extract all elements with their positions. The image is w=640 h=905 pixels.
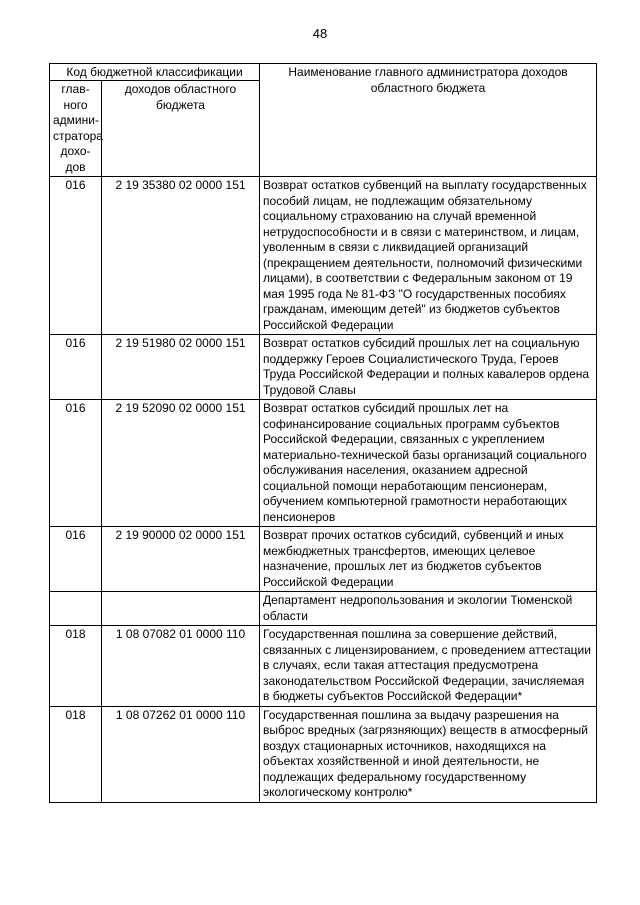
income-code-cell: 2 19 35380 02 0000 151: [102, 177, 260, 335]
admin-code-cell: 018: [50, 706, 102, 802]
admin-code-cell: 016: [50, 527, 102, 592]
section-title: Департамент недропользования и экологии Тюменской области: [260, 592, 597, 626]
header-budget-classification-code: Код бюджетной классификации: [50, 64, 260, 81]
name-cell: Возврат остатков субсидий прошлых лет на социальную поддержку Героев Социалистического Труда, Героев Труда Российской Федерации и полных кавалеров ордена Трудовой Славы: [260, 335, 597, 400]
table-row: [50, 177, 597, 335]
income-code-cell: [102, 592, 260, 626]
table-row: [50, 706, 597, 802]
table-row: [50, 335, 597, 400]
income-code-cell: 2 19 52090 02 0000 151: [102, 400, 260, 527]
income-code-cell: 1 08 07082 01 0000 110: [102, 626, 260, 707]
income-code-cell: 2 19 51980 02 0000 151: [102, 335, 260, 400]
name-cell: Возврат остатков субвенций на выплату государственных пособий лицам, не подлежащим обязательному социальному страхованию на случай временной нетрудоспособности и в связи с материнством, и лицам, уволенным в связи с ликвидацией организаций (прекращением деятельности, полномочий физическими лицами), в соответствии с Федеральным законом от 19 мая 1995 года № 81-ФЗ "О государственных пособиях гражданам, имеющим детей" из бюджетов субъектов Российской Федерации: [260, 177, 597, 335]
name-cell: Возврат прочих остатков субсидий, субвенций и иных межбюджетных трансфертов, имеющих целевое назначение, прошлых лет из бюджетов субъектов Российской Федерации: [260, 527, 597, 592]
header-main-administrator: глав-ного админи-стратора дохо-дов: [50, 81, 102, 177]
budget-classification-table: [49, 63, 597, 803]
income-code-cell: 1 08 07262 01 0000 110: [102, 706, 260, 802]
section-header-row: [50, 592, 597, 626]
admin-code-cell: [50, 592, 102, 626]
admin-code-cell: 016: [50, 177, 102, 335]
page-number: 48: [312, 26, 328, 41]
name-cell: Государственная пошлина за выдачу разрешения на выброс вредных (загрязняющих) веществ в атмосферный воздух стационарных источников, находящихся на объектах хозяйственной и иной деятельности, не подлежащих федеральному государственному экологическому контролю*: [260, 706, 597, 802]
admin-code-cell: 016: [50, 335, 102, 400]
admin-code-cell: 016: [50, 400, 102, 527]
admin-code-cell: 018: [50, 626, 102, 707]
table-row: [50, 400, 597, 527]
table-row: [50, 626, 597, 707]
header-regional-income: доходов областного бюджета: [102, 81, 260, 177]
header-administrator-name: Наименование главного администратора доходов областного бюджета: [260, 64, 597, 177]
table-row: [50, 527, 597, 592]
name-cell: Возврат остатков субсидий прошлых лет на софинансирование социальных программ субъектов Российской Федерации, связанных с укреплением материально-технической базы организаций социального обслуживания населения, оказанием адресной социальной помощи неработающим пенсионерам, обучением компьютерной грамотности неработающих пенсионеров: [260, 400, 597, 527]
name-cell: Государственная пошлина за совершение действий, связанных с лицензированием, с проведением аттестации в случаях, если такая аттестация предусмотрена законодательством Российской Федерации, зачисляемая в бюджеты субъектов Российской Федерации*: [260, 626, 597, 707]
header-row-group: [50, 64, 597, 81]
income-code-cell: 2 19 90000 02 0000 151: [102, 527, 260, 592]
